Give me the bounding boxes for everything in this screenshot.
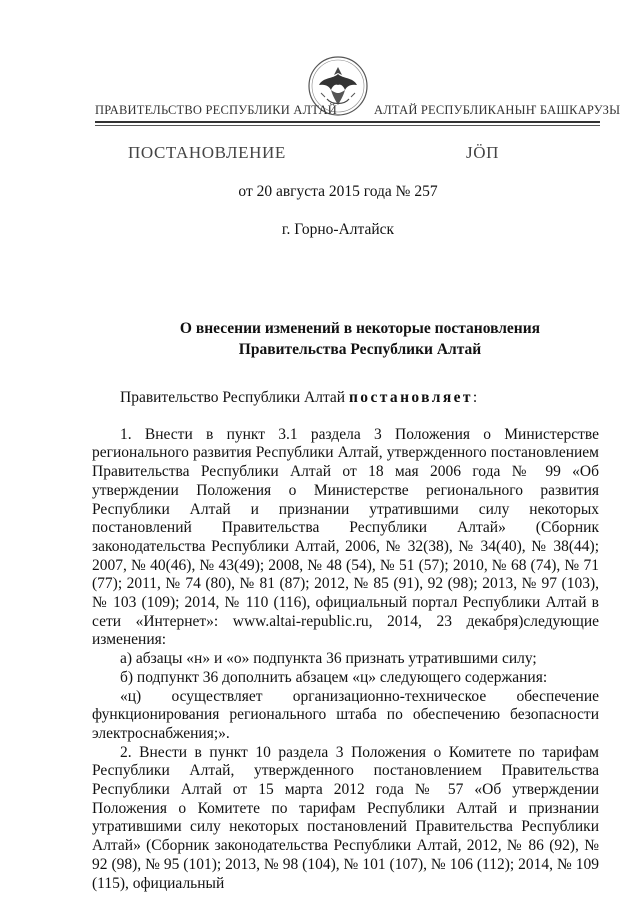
intro-emphasis: постановляет xyxy=(348,389,473,406)
header-right-label: АЛТАЙ РЕСПУБЛИКАНЫҤ БАШКАРУЗЫ xyxy=(374,103,621,117)
paragraph-1: 1. Внести в пункт 3.1 раздела 3 Положения о Министерстве регионального развития Республики Алтай, утвержденного постановлением Правительства Республики Алтай от 18 мая 2006 года № 99 «Об утверждении Положения о Министерстве регионального развития Республики Алтай и признании утратившими силу некоторых постановлений Правительства Республики Алтай» (Сборник законодательства Республики Алтай, 2006, № 32(38), № 34(40), № 38(44); 2007, № 40(46), № 43(49); 2008, № 48 (54), № 51 (57); 2010, № 68 (74), № 71 (77); 2011, № 74 (80), № 81 (87); 2012, № 85 (91), 92 (98); 2013, № 97 (103), № 103 (109); 2014, № 110 (116), официальный портал Республики Алтай в сети «Интернет»: www.altai-republic.ru, 2014, 23 декабря)следующие изменения: xyxy=(92,425,599,649)
intro-prefix: Правительство Республики Алтай xyxy=(120,389,349,406)
paragraph-2: 2. Внести в пункт 10 раздела 3 Положения о Комитете по тарифам Республики Алтай, утвержденного постановлением Правительства Республики Алтай от 15 марта 2012 года № 57 «Об утверждении Положения о Комитете по тарифам Республики Алтай и признании утратившими силу некоторых постановлений Правительства Республики Алтай» (Сборник законодательства Республики Алтай, 2012, № 86 (92), № 92 (98), № 95 (101); 2013, № 98 (104), № 101 (107), № 106 (112); 2014, № 109 (115), официальный xyxy=(92,743,599,892)
paragraph-1a: а) абзацы «н» и «о» подпункта 36 признать утратившими силу; xyxy=(120,650,537,668)
paragraph-1b: б) подпункт 36 дополнить абзацем «ц» следующего содержания: xyxy=(120,668,548,686)
decree-city: г. Горно-Алтайск xyxy=(281,221,395,238)
document-title xyxy=(110,318,610,360)
paragraph-1c: «ц) осуществляет организационно-техническое обеспечение функционирования регионального штаба по обеспечению безопасности электроснабжения;». xyxy=(92,687,599,742)
header-left-label: ПРАВИТЕЛЬСТВО РЕСПУБЛИКИ АЛТАЙ xyxy=(95,103,337,117)
intro-suffix: : xyxy=(472,389,478,406)
header-divider-thin xyxy=(95,125,600,126)
intro-paragraph xyxy=(92,389,599,408)
document-body xyxy=(92,389,599,893)
decree-date: от 20 августа 2015 года № 257 xyxy=(238,183,438,200)
header-divider xyxy=(95,121,600,123)
title-line-1: О внесении изменений в некоторые постановления xyxy=(179,320,541,337)
title-line-2: Правительства Республики Алтай xyxy=(238,341,482,358)
decree-label-altai: JÖП xyxy=(466,143,499,162)
decree-label-ru: ПОСТАНОВЛЕНИЕ xyxy=(128,143,286,162)
